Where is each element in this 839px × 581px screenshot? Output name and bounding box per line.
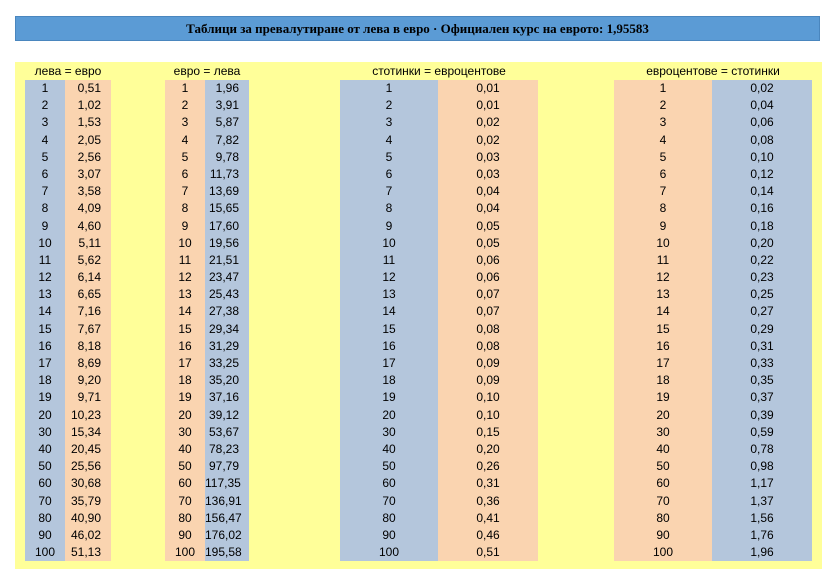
- table-cell-amount: 11: [165, 252, 205, 269]
- table-cell-amount: 90: [25, 527, 65, 544]
- table-cell-amount: 3: [165, 114, 205, 131]
- table-cell-converted: 0,09: [438, 355, 538, 372]
- table-stotinki-evrocentove-right-column: [438, 80, 538, 561]
- table-cell-converted: 9,71: [65, 389, 111, 406]
- table-cell-converted: 9,78: [205, 149, 249, 166]
- table-evrocentove-stotinki-right-column: [712, 80, 812, 561]
- table-cell-converted: 0,08: [438, 321, 538, 338]
- table-cell-amount: 1: [165, 80, 205, 97]
- table-header-stotinki-evrocentove: стотинки = евроцентове: [372, 64, 506, 78]
- table-cell-amount: 80: [614, 510, 712, 527]
- table-cell-amount: 20: [25, 407, 65, 424]
- table-cell-converted: 0,59: [712, 424, 812, 441]
- table-cell-amount: 5: [614, 149, 712, 166]
- table-cell-converted: 0,03: [438, 149, 538, 166]
- table-cell-converted: 1,76: [712, 527, 812, 544]
- table-cell-amount: 17: [614, 355, 712, 372]
- table-cell-converted: 0,01: [438, 80, 538, 97]
- table-header-leva-evro: лева = евро: [34, 64, 102, 78]
- table-cell-amount: 70: [25, 493, 65, 510]
- table-cell-converted: 0,12: [712, 166, 812, 183]
- table-stotinki-evrocentove-left-column: [340, 80, 438, 561]
- table-cell-converted: 0,14: [712, 183, 812, 200]
- table-cell-amount: 17: [25, 355, 65, 372]
- table-cell-amount: 60: [165, 475, 205, 492]
- table-cell-converted: 0,04: [712, 97, 812, 114]
- table-cell-converted: 0,37: [712, 389, 812, 406]
- table-cell-amount: 50: [165, 458, 205, 475]
- table-cell-amount: 3: [25, 114, 65, 131]
- table-cell-amount: 13: [165, 286, 205, 303]
- table-cell-amount: 10: [165, 235, 205, 252]
- table-cell-converted: 27,38: [205, 303, 249, 320]
- table-cell-amount: 100: [340, 544, 438, 561]
- table-cell-amount: 100: [165, 544, 205, 561]
- table-cell-amount: 13: [614, 286, 712, 303]
- table-cell-amount: 80: [165, 510, 205, 527]
- table-cell-converted: 6,65: [65, 286, 111, 303]
- table-cell-converted: 0,10: [438, 407, 538, 424]
- table-cell-converted: 1,53: [65, 114, 111, 131]
- table-cell-amount: 20: [614, 407, 712, 424]
- table-cell-amount: 11: [25, 252, 65, 269]
- table-cell-converted: 46,02: [65, 527, 111, 544]
- table-cell-amount: 90: [614, 527, 712, 544]
- table-cell-amount: 1: [340, 80, 438, 97]
- table-cell-converted: 17,60: [205, 218, 249, 235]
- table-cell-converted: 39,12: [205, 407, 249, 424]
- table-cell-converted: 0,20: [712, 235, 812, 252]
- table-cell-converted: 30,68: [65, 475, 111, 492]
- table-cell-amount: 2: [25, 97, 65, 114]
- table-cell-converted: 0,06: [438, 269, 538, 286]
- table-cell-converted: 29,34: [205, 321, 249, 338]
- table-cell-converted: 78,23: [205, 441, 249, 458]
- table-evrocentove-stotinki-left-column: [614, 80, 712, 561]
- table-cell-converted: 25,43: [205, 286, 249, 303]
- table-cell-amount: 3: [614, 114, 712, 131]
- table-cell-converted: 8,18: [65, 338, 111, 355]
- table-cell-converted: 1,37: [712, 493, 812, 510]
- table-cell-converted: 35,20: [205, 372, 249, 389]
- table-cell-amount: 40: [25, 441, 65, 458]
- table-cell-converted: 1,56: [712, 510, 812, 527]
- table-leva-evro-left-column: [25, 80, 65, 561]
- table-cell-converted: 0,78: [712, 441, 812, 458]
- table-cell-converted: 4,09: [65, 200, 111, 217]
- table-cell-amount: 13: [340, 286, 438, 303]
- table-cell-amount: 6: [340, 166, 438, 183]
- table-cell-amount: 19: [614, 389, 712, 406]
- table-cell-converted: 0,02: [712, 80, 812, 97]
- table-cell-amount: 100: [25, 544, 65, 561]
- table-cell-converted: 0,04: [438, 183, 538, 200]
- table-cell-converted: 1,17: [712, 475, 812, 492]
- table-cell-amount: 15: [614, 321, 712, 338]
- table-cell-converted: 10,23: [65, 407, 111, 424]
- table-cell-converted: 0,05: [438, 218, 538, 235]
- table-cell-converted: 5,62: [65, 252, 111, 269]
- table-cell-converted: 0,51: [65, 80, 111, 97]
- table-cell-converted: 3,58: [65, 183, 111, 200]
- table-cell-amount: 18: [165, 372, 205, 389]
- table-cell-amount: 70: [614, 493, 712, 510]
- table-cell-converted: 0,06: [438, 252, 538, 269]
- table-cell-converted: 15,65: [205, 200, 249, 217]
- table-cell-converted: 5,11: [65, 235, 111, 252]
- table-cell-converted: 0,18: [712, 218, 812, 235]
- table-cell-converted: 6,14: [65, 269, 111, 286]
- table-cell-converted: 0,04: [438, 200, 538, 217]
- table-cell-converted: 19,56: [205, 235, 249, 252]
- table-cell-converted: 156,47: [205, 510, 249, 527]
- table-cell-amount: 70: [165, 493, 205, 510]
- table-cell-amount: 17: [340, 355, 438, 372]
- table-cell-amount: 50: [614, 458, 712, 475]
- table-cell-amount: 4: [165, 132, 205, 149]
- page-title: Таблици за превалутиране от лева в евро · Официален курс на еврото: 1,95583: [15, 16, 820, 41]
- table-cell-amount: 12: [614, 269, 712, 286]
- table-cell-amount: 18: [25, 372, 65, 389]
- table-cell-amount: 17: [165, 355, 205, 372]
- table-cell-converted: 7,82: [205, 132, 249, 149]
- table-cell-amount: 19: [165, 389, 205, 406]
- table-cell-amount: 18: [340, 372, 438, 389]
- table-cell-converted: 0,16: [712, 200, 812, 217]
- table-cell-converted: 37,16: [205, 389, 249, 406]
- table-cell-converted: 1,02: [65, 97, 111, 114]
- table-cell-amount: 14: [614, 303, 712, 320]
- table-cell-amount: 4: [25, 132, 65, 149]
- table-cell-amount: 20: [165, 407, 205, 424]
- table-cell-converted: 0,36: [438, 493, 538, 510]
- table-cell-converted: 0,35: [712, 372, 812, 389]
- table-cell-amount: 30: [340, 424, 438, 441]
- table-cell-converted: 53,67: [205, 424, 249, 441]
- table-cell-amount: 40: [614, 441, 712, 458]
- table-cell-amount: 9: [340, 218, 438, 235]
- table-cell-converted: 21,51: [205, 252, 249, 269]
- table-cell-amount: 7: [340, 183, 438, 200]
- table-cell-converted: 0,10: [712, 149, 812, 166]
- table-leva-evro-right-column: [65, 80, 111, 561]
- table-cell-amount: 16: [614, 338, 712, 355]
- table-cell-amount: 6: [165, 166, 205, 183]
- table-cell-converted: 4,60: [65, 218, 111, 235]
- table-cell-converted: 0,06: [712, 114, 812, 131]
- table-cell-amount: 60: [340, 475, 438, 492]
- table-cell-converted: 35,79: [65, 493, 111, 510]
- table-cell-converted: 0,29: [712, 321, 812, 338]
- table-cell-amount: 12: [165, 269, 205, 286]
- table-cell-converted: 0,39: [712, 407, 812, 424]
- table-cell-amount: 50: [340, 458, 438, 475]
- table-cell-amount: 19: [25, 389, 65, 406]
- table-cell-converted: 0,31: [438, 475, 538, 492]
- table-cell-converted: 33,25: [205, 355, 249, 372]
- table-header-evrocentove-stotinki: евроцентове = стотинки: [646, 64, 780, 78]
- table-cell-amount: 15: [25, 321, 65, 338]
- table-cell-amount: 2: [165, 97, 205, 114]
- table-cell-amount: 60: [25, 475, 65, 492]
- table-evro-leva-right-column: [205, 80, 249, 561]
- table-cell-converted: 31,29: [205, 338, 249, 355]
- table-cell-converted: 0,08: [712, 132, 812, 149]
- table-cell-amount: 14: [25, 303, 65, 320]
- table-cell-amount: 4: [340, 132, 438, 149]
- table-cell-amount: 3: [340, 114, 438, 131]
- table-evro-leva-left-column: [165, 80, 205, 561]
- table-cell-amount: 9: [165, 218, 205, 235]
- table-cell-amount: 8: [614, 200, 712, 217]
- table-cell-converted: 0,07: [438, 303, 538, 320]
- table-cell-amount: 2: [340, 97, 438, 114]
- table-cell-converted: 3,91: [205, 97, 249, 114]
- table-cell-amount: 5: [25, 149, 65, 166]
- table-cell-converted: 1,96: [712, 544, 812, 561]
- table-cell-converted: 7,16: [65, 303, 111, 320]
- table-cell-converted: 0,09: [438, 372, 538, 389]
- table-cell-converted: 40,90: [65, 510, 111, 527]
- table-cell-amount: 1: [614, 80, 712, 97]
- table-cell-amount: 40: [165, 441, 205, 458]
- table-cell-converted: 9,20: [65, 372, 111, 389]
- table-cell-amount: 8: [340, 200, 438, 217]
- table-cell-converted: 0,98: [712, 458, 812, 475]
- table-cell-amount: 14: [165, 303, 205, 320]
- table-cell-amount: 11: [614, 252, 712, 269]
- table-cell-converted: 2,56: [65, 149, 111, 166]
- table-cell-converted: 0,25: [712, 286, 812, 303]
- table-cell-converted: 136,91: [205, 493, 249, 510]
- table-header-evro-leva: евро = лева: [173, 64, 241, 78]
- table-cell-amount: 7: [614, 183, 712, 200]
- table-cell-converted: 1,96: [205, 80, 249, 97]
- table-cell-converted: 0,03: [438, 166, 538, 183]
- table-cell-amount: 9: [25, 218, 65, 235]
- table-cell-amount: 16: [340, 338, 438, 355]
- table-cell-converted: 0,20: [438, 441, 538, 458]
- table-cell-amount: 90: [340, 527, 438, 544]
- table-cell-converted: 23,47: [205, 269, 249, 286]
- table-cell-amount: 4: [614, 132, 712, 149]
- table-cell-amount: 18: [614, 372, 712, 389]
- table-cell-amount: 30: [165, 424, 205, 441]
- table-cell-converted: 8,69: [65, 355, 111, 372]
- table-cell-converted: 0,31: [712, 338, 812, 355]
- table-cell-converted: 25,56: [65, 458, 111, 475]
- table-cell-converted: 51,13: [65, 544, 111, 561]
- table-cell-amount: 19: [340, 389, 438, 406]
- table-cell-converted: 15,34: [65, 424, 111, 441]
- table-cell-amount: 16: [25, 338, 65, 355]
- table-cell-converted: 7,67: [65, 321, 111, 338]
- table-cell-converted: 0,22: [712, 252, 812, 269]
- table-cell-converted: 3,07: [65, 166, 111, 183]
- table-cell-amount: 15: [340, 321, 438, 338]
- table-cell-amount: 12: [340, 269, 438, 286]
- table-cell-amount: 9: [614, 218, 712, 235]
- table-cell-converted: 0,02: [438, 132, 538, 149]
- table-cell-amount: 10: [614, 235, 712, 252]
- table-cell-amount: 40: [340, 441, 438, 458]
- table-cell-amount: 8: [165, 200, 205, 217]
- table-cell-amount: 6: [25, 166, 65, 183]
- table-cell-amount: 80: [25, 510, 65, 527]
- table-cell-converted: 0,46: [438, 527, 538, 544]
- table-cell-amount: 15: [165, 321, 205, 338]
- table-cell-converted: 117,35: [205, 475, 249, 492]
- table-cell-converted: 13,69: [205, 183, 249, 200]
- table-cell-converted: 0,15: [438, 424, 538, 441]
- table-cell-amount: 7: [165, 183, 205, 200]
- table-cell-converted: 20,45: [65, 441, 111, 458]
- table-cell-amount: 2: [614, 97, 712, 114]
- table-cell-converted: 0,33: [712, 355, 812, 372]
- table-cell-amount: 10: [25, 235, 65, 252]
- table-cell-amount: 6: [614, 166, 712, 183]
- table-cell-amount: 12: [25, 269, 65, 286]
- table-cell-amount: 13: [25, 286, 65, 303]
- table-cell-amount: 100: [614, 544, 712, 561]
- table-cell-converted: 0,05: [438, 235, 538, 252]
- table-cell-amount: 5: [340, 149, 438, 166]
- table-cell-converted: 97,79: [205, 458, 249, 475]
- table-cell-amount: 14: [340, 303, 438, 320]
- table-cell-converted: 5,87: [205, 114, 249, 131]
- table-cell-converted: 0,23: [712, 269, 812, 286]
- table-cell-amount: 30: [25, 424, 65, 441]
- table-cell-amount: 80: [340, 510, 438, 527]
- table-cell-converted: 0,41: [438, 510, 538, 527]
- table-cell-converted: 11,73: [205, 166, 249, 183]
- table-cell-amount: 7: [25, 183, 65, 200]
- table-cell-amount: 1: [25, 80, 65, 97]
- table-cell-converted: 0,27: [712, 303, 812, 320]
- table-cell-amount: 90: [165, 527, 205, 544]
- table-cell-amount: 70: [340, 493, 438, 510]
- table-cell-amount: 8: [25, 200, 65, 217]
- table-cell-amount: 50: [25, 458, 65, 475]
- table-cell-converted: 0,26: [438, 458, 538, 475]
- table-cell-converted: 0,02: [438, 114, 538, 131]
- table-cell-amount: 60: [614, 475, 712, 492]
- table-cell-converted: 195,58: [205, 544, 249, 561]
- table-cell-amount: 11: [340, 252, 438, 269]
- table-cell-converted: 0,01: [438, 97, 538, 114]
- table-cell-amount: 20: [340, 407, 438, 424]
- table-cell-converted: 0,51: [438, 544, 538, 561]
- table-cell-converted: 176,02: [205, 527, 249, 544]
- table-cell-amount: 5: [165, 149, 205, 166]
- table-cell-converted: 0,10: [438, 389, 538, 406]
- table-cell-converted: 0,07: [438, 286, 538, 303]
- table-cell-amount: 10: [340, 235, 438, 252]
- table-cell-converted: 0,08: [438, 338, 538, 355]
- table-cell-amount: 30: [614, 424, 712, 441]
- table-cell-converted: 2,05: [65, 132, 111, 149]
- table-cell-amount: 16: [165, 338, 205, 355]
